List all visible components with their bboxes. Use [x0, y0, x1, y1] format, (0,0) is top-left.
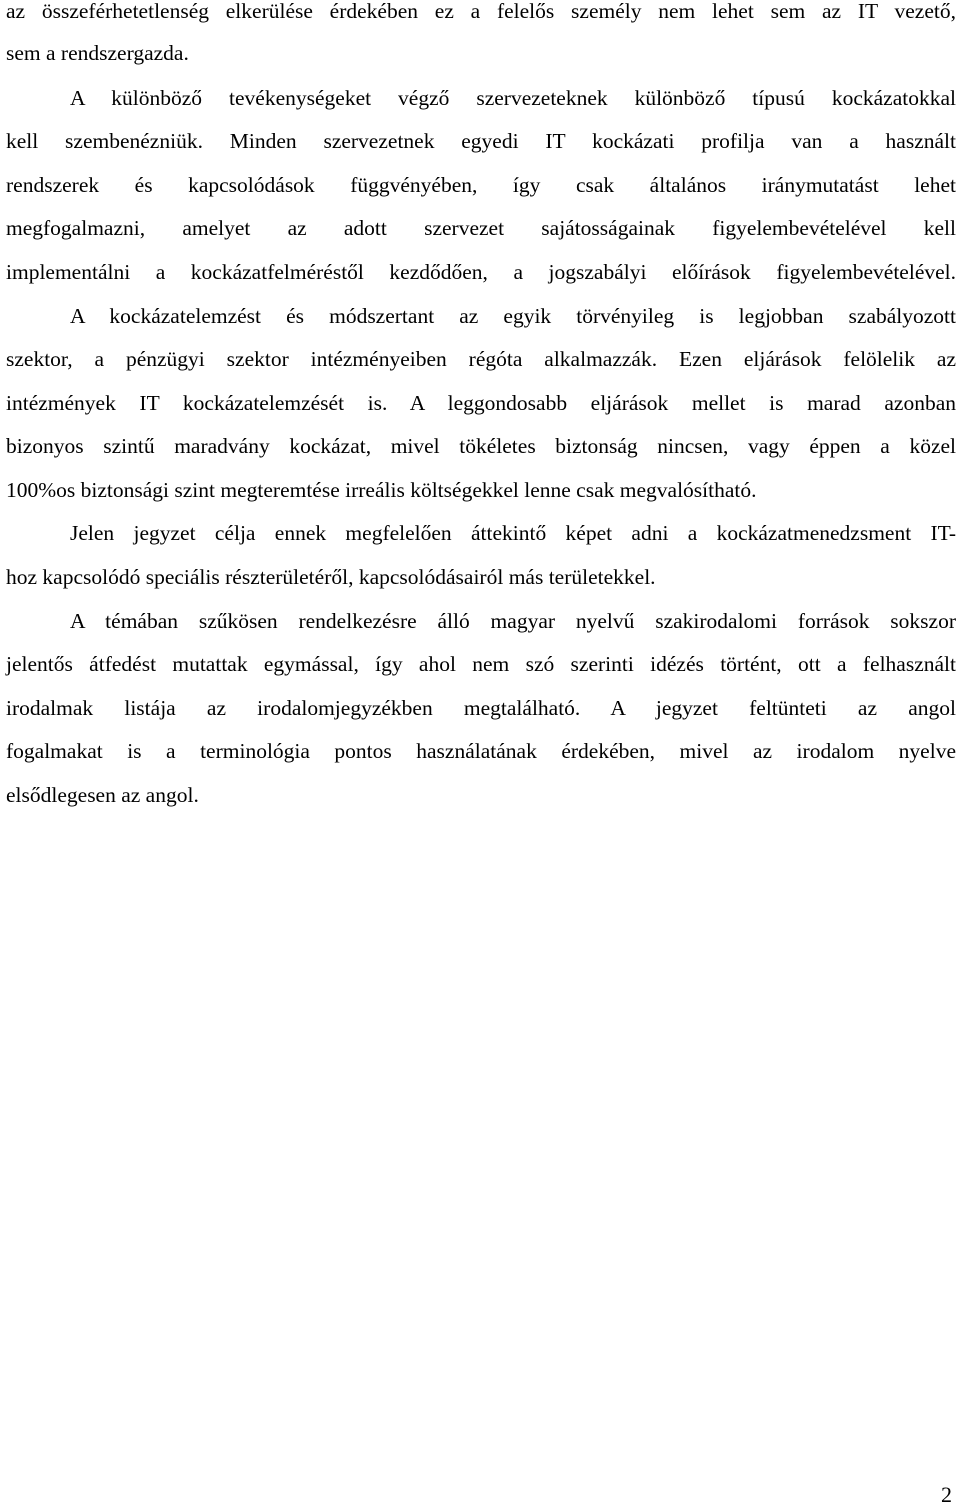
text-line: intézmények IT kockázatelemzését is. A leggondosabb eljárások mellet is marad azonban [6, 391, 956, 415]
text-line: elsődlegesen az angol. [6, 783, 199, 807]
text-line: 100%os biztonsági szint megteremtése irreális költségekkel lenne csak megvalósítható. [6, 478, 757, 502]
text-line: hoz kapcsolódó speciális részterületéről, kapcsolódásairól más területekkel. [6, 565, 656, 589]
text-line: irodalmak listája az irodalomjegyzékben megtalálható. A jegyzet feltünteti az angol [6, 696, 956, 720]
text-line: A különböző tevékenységeket végző szervezeteknek különböző típusú kockázatokkal [70, 86, 956, 110]
text-line: sem a rendszergazda. [6, 41, 189, 65]
page-number: 2 [941, 1482, 952, 1507]
text-line: Jelen jegyzet célja ennek megfelelően áttekintő képet adni a kockázatmenedzsment IT- [70, 521, 956, 545]
text-line: szektor, a pénzügyi szektor intézményeiben régóta alkalmazzák. Ezen eljárások felölelik az [6, 347, 956, 371]
text-line: jelentős átfedést mutattak egymással, így ahol nem szó szerinti idézés történt, ott a felhasznált [6, 652, 956, 676]
text-line: A kockázatelemzést és módszertant az egyik törvényileg is legjobban szabályozott [70, 304, 956, 328]
text-line: A témában szűkösen rendelkezésre álló magyar nyelvű szakirodalomi források sokszor [70, 609, 956, 633]
text-line: implementálni a kockázatfelméréstől kezdődően, a jogszabályi előírások figyelembevételével. [6, 260, 956, 284]
text-line: bizonyos szintű maradvány kockázat, mivel tökéletes biztonság nincsen, vagy éppen a közel [6, 434, 956, 458]
text-line: fogalmakat is a terminológia pontos használatának érdekében, mivel az irodalom nyelve [6, 739, 956, 763]
text-line: megfogalmazni, amelyet az adott szervezet sajátosságainak figyelembevételével kell [6, 216, 956, 240]
text-line: kell szembenézniük. Minden szervezetnek egyedi IT kockázati profilja van a használt [6, 129, 956, 153]
text-line: rendszerek és kapcsolódások függvényében, így csak általános iránymutatást lehet [6, 173, 956, 197]
text-line: az összeférhetetlenség elkerülése érdekében ez a felelős személy nem lehet sem az IT vezető, [6, 0, 956, 23]
